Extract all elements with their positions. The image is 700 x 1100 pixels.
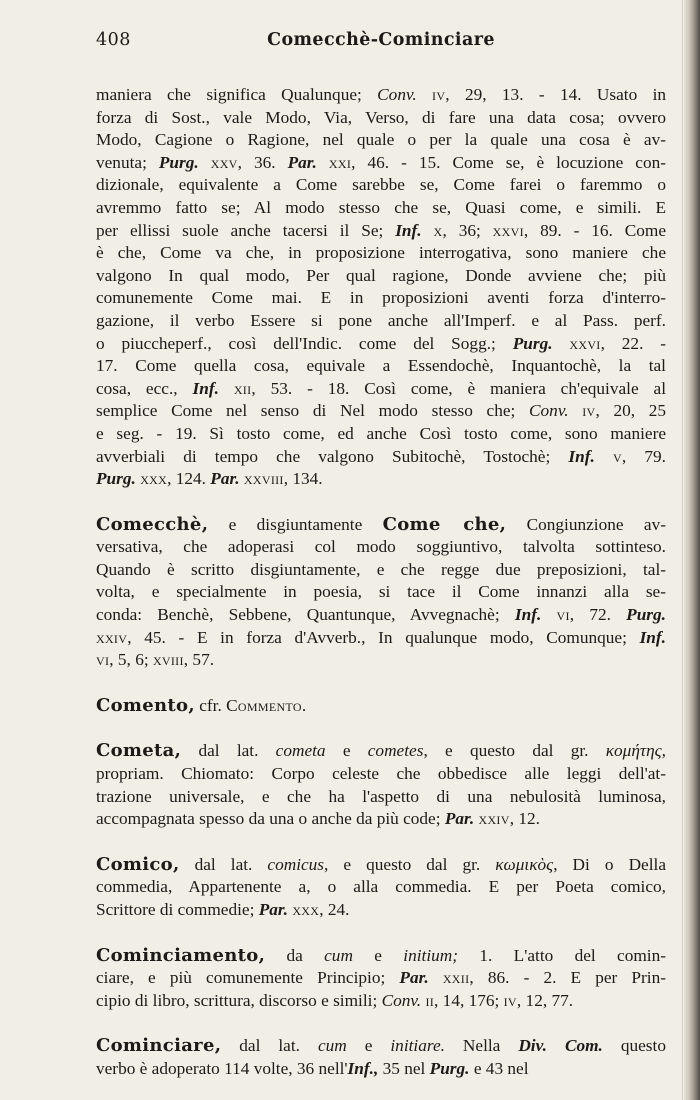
text-line: Scrittore di commedie; Par. xxx, 24. bbox=[96, 900, 350, 919]
text-line: Modo, Cagione o Ragione, nel quale o per la quale una cosa è av- bbox=[96, 130, 666, 150]
entry-come-continuation bbox=[96, 84, 666, 491]
entry-cominciare bbox=[96, 1035, 666, 1080]
text-line: gazione, il verbo Essere si pone anche all'Imperf. e al Pass. perf. bbox=[96, 310, 666, 330]
text-line: valgono In qual modo, Per qual ragione, Donde avviene che; più bbox=[96, 265, 666, 285]
dictionary-text bbox=[96, 84, 666, 1081]
text-line: cipio di libro, scrittura, discorso e simili; Conv. ii, 14, 176; iv, 12, 77. bbox=[96, 990, 574, 1010]
text-line: xxiv, 45. - E in forza d'Avverb., In qualunque modo, Comunque; Inf. bbox=[96, 627, 666, 647]
entry-comecche bbox=[96, 514, 666, 672]
running-title: Comecchè-Cominciare bbox=[267, 30, 495, 50]
text-line: accompagnata spesso da una o anche da più code; Par. xxiv, 12. bbox=[96, 809, 540, 829]
text-line: comunemente Come mai. E in proposizioni aventi forza d'interro- bbox=[96, 288, 666, 308]
page-edge-shadow bbox=[684, 0, 700, 1100]
text-line: cosa, ecc., Inf. xii, 53. - 18. Così come, è maniera ch'equivale al bbox=[96, 378, 666, 398]
text-line: commedia, Appartenente a, o alla commedia. E per Poeta comico, bbox=[96, 877, 666, 897]
text-line: 17. Come quella cosa, equivale a Essendochè, Inquantochè, la tal bbox=[96, 356, 666, 376]
text-line: versativa, che adoperasi col modo soggiuntivo, talvolta sottinteso. bbox=[96, 537, 666, 557]
text-line: avverbiali di tempo che valgono Subitochè, Tostochè; Inf. v, 79. bbox=[96, 446, 666, 466]
page-number: 408 bbox=[96, 30, 131, 50]
text-line: vi, 5, 6; xviii, 57. bbox=[96, 650, 215, 670]
text-line: Comico, dal lat. comicus, e questo dal gr. κωμικὸς, Di o Della bbox=[96, 853, 666, 875]
text-line: Cominciamento, da cum e initium; 1. L'atto del comin- bbox=[96, 944, 667, 966]
entry-cometa bbox=[96, 740, 666, 830]
text-line: o piuccheperf., così dell'Indic. come del Sogg.; Purg. xxvi, 22. - bbox=[96, 333, 666, 353]
text-line: ciare, e più comunemente Principio; Par. xxii, 86. - 2. E per Prin- bbox=[96, 968, 666, 988]
text-line: e seg. - 19. Sì tosto come, ed anche Così tosto come, sono maniere bbox=[96, 423, 666, 443]
text-line: Quando è scritto disgiuntamente, e che regge due preposizioni, tal- bbox=[96, 559, 666, 579]
text-line: forza di Sost., vale Modo, Via, Verso, di fare una data cosa; ovvero bbox=[96, 107, 666, 127]
text-line: avremmo fatto se; Al modo stesso che se, Quasi come, e simili. E bbox=[96, 197, 666, 217]
text-line: Comecchè, e disgiuntamente Come che, Congiunzione av- bbox=[96, 513, 666, 535]
text-line: volta, e specialmente in poesia, si tace il Come innanzi alla se- bbox=[96, 582, 666, 602]
text-line: Comento, cfr. Commento. bbox=[96, 694, 307, 716]
entry-comico bbox=[96, 854, 666, 922]
text-line: dizionale, equivalente a Come sarebbe se, Come farei o faremmo o bbox=[96, 175, 666, 195]
page-edge-line bbox=[682, 0, 683, 1100]
text-line: Cometa, dal lat. cometa e cometes, e questo dal gr. κομήτης, bbox=[96, 740, 666, 762]
entry-cominciamento bbox=[96, 945, 666, 1013]
text-line: trazione universale, e che ha l'aspetto di una nebulosità luminosa, bbox=[96, 786, 666, 806]
text-line: verbo è adoperato 114 volte, 36 nell'Inf., 35 nel Purg. e 43 nel bbox=[96, 1058, 529, 1078]
text-line: Purg. xxx, 124. Par. xxviii, 134. bbox=[96, 469, 323, 489]
text-line: Cominciare, dal lat. cum e initiare. Nella Div. Com. questo bbox=[96, 1035, 666, 1057]
text-line: è che, Come va che, in proposizione interrogativa, sono maniere che bbox=[96, 243, 666, 263]
text-line: conda: Benchè, Sebbene, Quantunque, Avvegnachè; Inf. vi, 72. Purg. bbox=[96, 605, 666, 625]
text-line: venuta; Purg. xxv, 36. Par. xxi, 46. - 15. Come se, è locuzione con- bbox=[96, 152, 667, 172]
page-header bbox=[96, 30, 666, 60]
text-line: per ellissi suole anche tacersi il Se; Inf. x, 36; xxvi, 89. - 16. Come bbox=[96, 220, 666, 240]
entry-comento bbox=[96, 695, 666, 718]
text-line: maniera che significa Qualunque; Conv. iv, 29, 13. - 14. Usato in bbox=[96, 85, 667, 104]
text-line: semplice Come nel senso di Nel modo stesso che; Conv. iv, 20, 25 bbox=[96, 401, 666, 421]
text-line: propriam. Chiomato: Corpo celeste che obbedisce alle leggi dell'at- bbox=[96, 764, 666, 784]
